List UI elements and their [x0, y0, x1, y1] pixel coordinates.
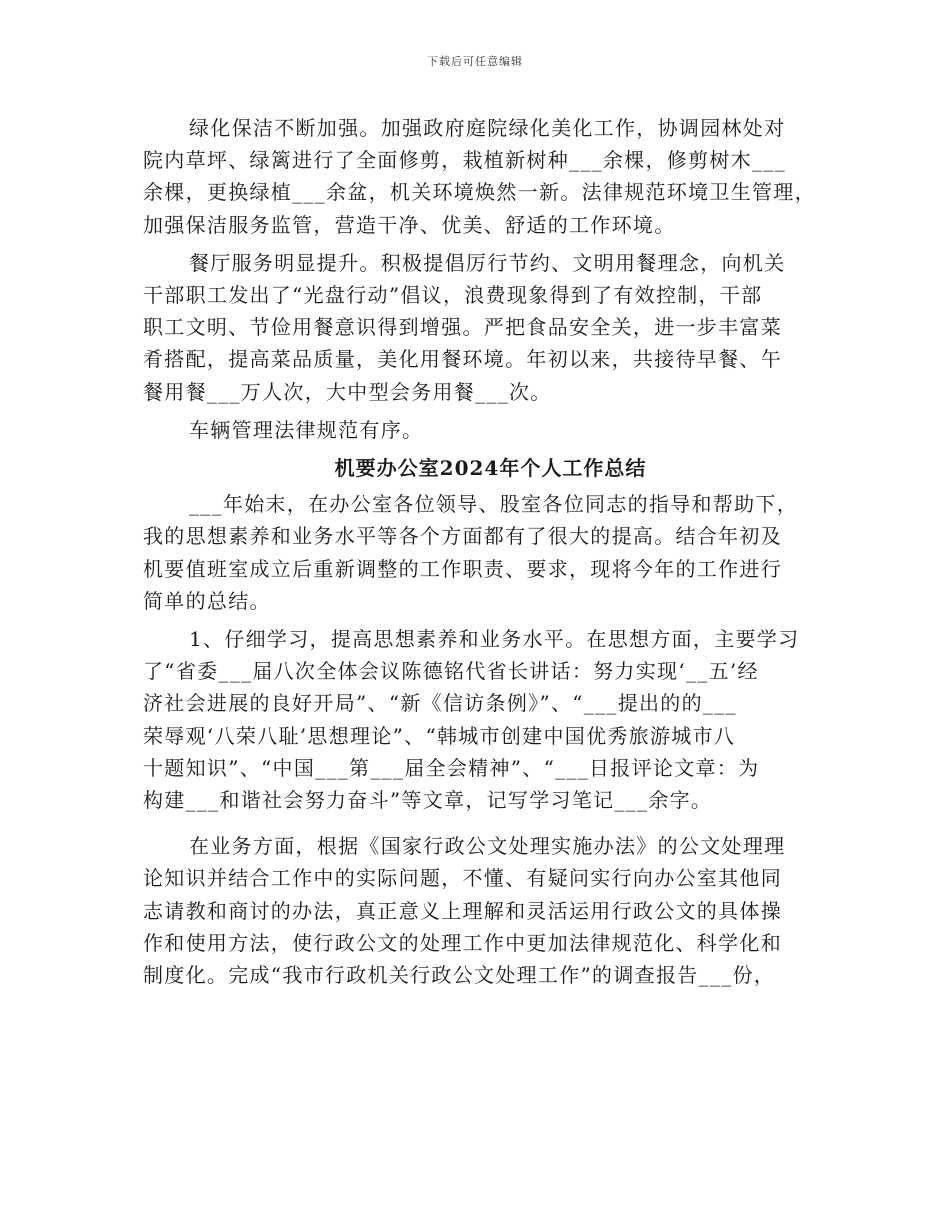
text-line: ___年始末，在办公室各位领导、股室各位同志的指导和帮助下， [189, 492, 798, 517]
text-line: 作和使用方法，使行政公文的处理工作中更加法律规范化、科学化和 [143, 930, 782, 955]
paragraph-study [143, 623, 818, 816]
page-header: 下载后可任意编辑 [427, 55, 523, 68]
paragraph-intro [143, 488, 818, 617]
document-body [143, 112, 818, 991]
text-line: 在业务方面，根据《国家行政公文处理实施办法》的公文处理理 [189, 834, 786, 859]
text-line: 职工文明、节俭用餐意识得到增强。严把食品安全关，进一步丰富菜 [143, 315, 782, 340]
text-line: 肴搭配，提高菜品质量，美化用餐环境。年初以来，共接待早餐、午 [143, 347, 782, 372]
paragraph-canteen [143, 247, 818, 408]
text-line: 加强保洁服务监管，营造干净、优美、舒适的工作环境。 [143, 212, 676, 237]
text-line: 了“省委___届八次全体会议陈德铭代省长讲话：努力实现‘__五’经 [143, 659, 759, 684]
text-line: 餐厅服务明显提升。积极提倡厉行节约、文明用餐理念，向机关 [189, 250, 786, 275]
text-line: 简单的总结。 [143, 588, 271, 613]
text-line: 干部职工发出了“光盘行动”倡议，浪费现象得到了有效控制，干部 [143, 283, 763, 308]
text-line: 制度化。完成“我市行政机关行政公文处理工作”的调查报告___份， [143, 963, 776, 988]
text-line: 餐用餐___万人次，大中型会务用餐___次。 [143, 379, 552, 404]
text-line: 余棵，更换绿植___余盆，机关环境焕然一新。法律规范环境卫生管理， [143, 180, 816, 205]
text-line: 绿化保洁不断加强。加强政府庭院绿化美化工作，协调园林处对 [189, 116, 786, 140]
text-line: 荣辱观‘八荣八耻’思想理论”、“韩城市创建中国优秀旅游城市八 [143, 723, 736, 748]
paragraph-business [143, 830, 818, 991]
document-title: 机要办公室2024年个人工作总结 [334, 456, 647, 481]
text-line: 济社会进展的良好开局”、“新《信访条例》”、“___提出的的___ [143, 691, 737, 716]
text-line: 构建___和谐社会努力奋斗”等文章，记写学习笔记___余字。 [143, 788, 713, 813]
text-line: 我的思想素养和业务水平等各个方面都有了很大的提高。结合年初及 [143, 524, 782, 549]
text-line: 院内草坪、绿篱进行了全面修剪，栽植新树种___余棵，修剪树木___ [143, 148, 786, 173]
text-line: 十题知识”、“中国___第___届全会精神”、“___日报评论文章：为 [143, 755, 760, 780]
paragraph-vehicles [143, 414, 818, 446]
text-line: 车辆管理法律规范有序。 [189, 417, 424, 442]
text-line: 志请教和商讨的办法，真正意义上理解和灵活运用行政公文的具体操 [143, 898, 782, 923]
paragraph-greening [143, 112, 818, 241]
text-line: 机要值班室成立后重新调整的工作职责、要求，现将今年的工作进行 [143, 556, 782, 581]
text-line: 1、仔细学习，提高思想素养和业务水平。在思想方面，主要学习 [189, 627, 800, 652]
text-line: 论知识并结合工作中的实际问题，不懂、有疑问实行向办公室其他同 [143, 866, 782, 891]
